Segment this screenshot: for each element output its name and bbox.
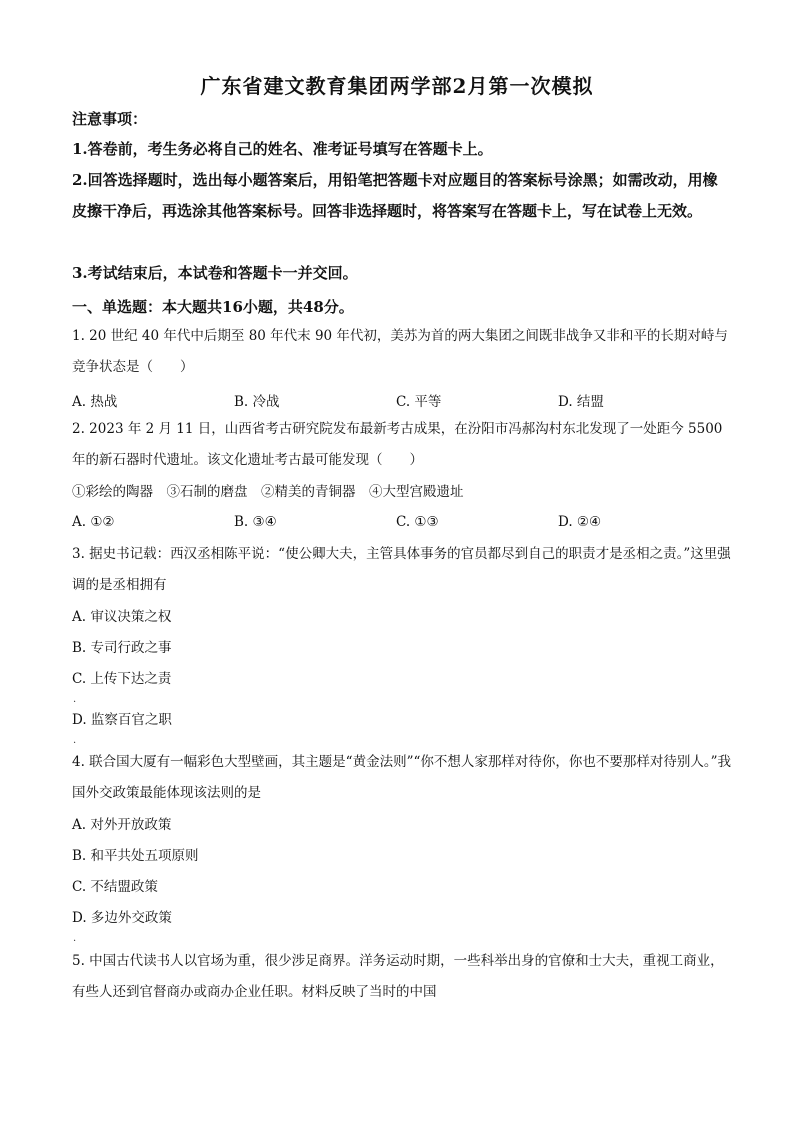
dot-mark: . <box>73 933 77 944</box>
dot-mark: . <box>73 694 77 705</box>
question-4-option-d: D. 多边外交政策 <box>72 910 172 926</box>
question-1-stem: 1. 20 世纪 40 年代中后期至 80 年代末 90 年代初，美苏为首的两大集团之间既非战争又非和平的长期对峙与竞争状态是（ ） <box>72 328 728 375</box>
question-1-options <box>72 390 732 410</box>
question-5-stem: 5. 中国古代读书人以官场为重，很少涉足商界。洋务运动时期，一些科举出身的官僚和士大夫，重视工商业，有些人还到官督商办或商办企业任职。材料反映了当时的中国 <box>72 953 724 1000</box>
question-4-stem: 4. 联合国大厦有一幅彩色大型壁画，其主题是“黄金法则”“你不想人家那样对待你，你也不要那样对待别人。”我国外交政策最能体现该法则的是 <box>72 754 732 801</box>
question-3-option-a: A. 审议决策之权 <box>72 609 172 625</box>
page-title: 广东省建文教育集团两学部2月第一次模拟 <box>200 74 594 98</box>
option-c: C. 平等 <box>396 394 442 410</box>
notice-item-3: 3.考试结束后，本试卷和答题卡一并交回。 <box>72 264 358 282</box>
question-3-option-b: B. 专司行政之事 <box>72 640 172 656</box>
question-2-stem: 2. 2023 年 2 月 11 日，山西省考古研究院发布最新考古成果，在汾阳市冯郝沟村东北发现了一处距今 5500 年的新石器时代遗址。该文化遗址考古最可能发现（ ） <box>72 421 723 468</box>
question-2-options <box>72 514 732 534</box>
question-3-stem: 3. 据史书记载：西汉丞相陈平说：“使公卿大夫，主管具体事务的官员都尽到自己的职责才是丞相之责。”这里强调的是丞相拥有 <box>72 546 731 593</box>
option-a: A. ①② <box>72 514 115 530</box>
question-3-option-d: D. 监察百官之职 <box>72 712 172 728</box>
notice-heading: 注意事项： <box>72 110 148 128</box>
question-2-items: ①彩绘的陶器 ③石制的磨盘 ②精美的青铜器 ④大型宫殿遗址 <box>72 484 464 500</box>
option-d: D. 结盟 <box>558 394 604 410</box>
question-4-option-a: A. 对外开放政策 <box>72 817 172 833</box>
notice-item-2: 2.回答选择题时，选出每小题答案后，用铅笔把答题卡对应题目的答案标号涂黑；如需改动，用橡皮擦干净后，再选涂其他答案标号。回答非选择题时，将答案写在答题卡上，写在试卷上无效。 <box>72 171 718 220</box>
option-d: D. ②④ <box>558 514 602 530</box>
option-c: C. ①③ <box>396 514 439 530</box>
question-3-option-c: C. 上传下达之责 <box>72 671 172 687</box>
dot-mark: . <box>73 735 77 746</box>
notice-item-1: 1.答卷前，考生务必将自己的姓名、准考证号填写在答题卡上。 <box>72 140 493 158</box>
question-4-option-c: C. 不结盟政策 <box>72 879 158 895</box>
option-b: B. 冷战 <box>234 394 280 410</box>
option-b: B. ③④ <box>234 514 277 530</box>
option-a: A. 热战 <box>72 394 118 410</box>
question-4-option-b: B. 和平共处五项原则 <box>72 848 199 864</box>
section-heading-single-choice: 一、单选题：本大题共16小题，共48分。 <box>72 298 354 316</box>
